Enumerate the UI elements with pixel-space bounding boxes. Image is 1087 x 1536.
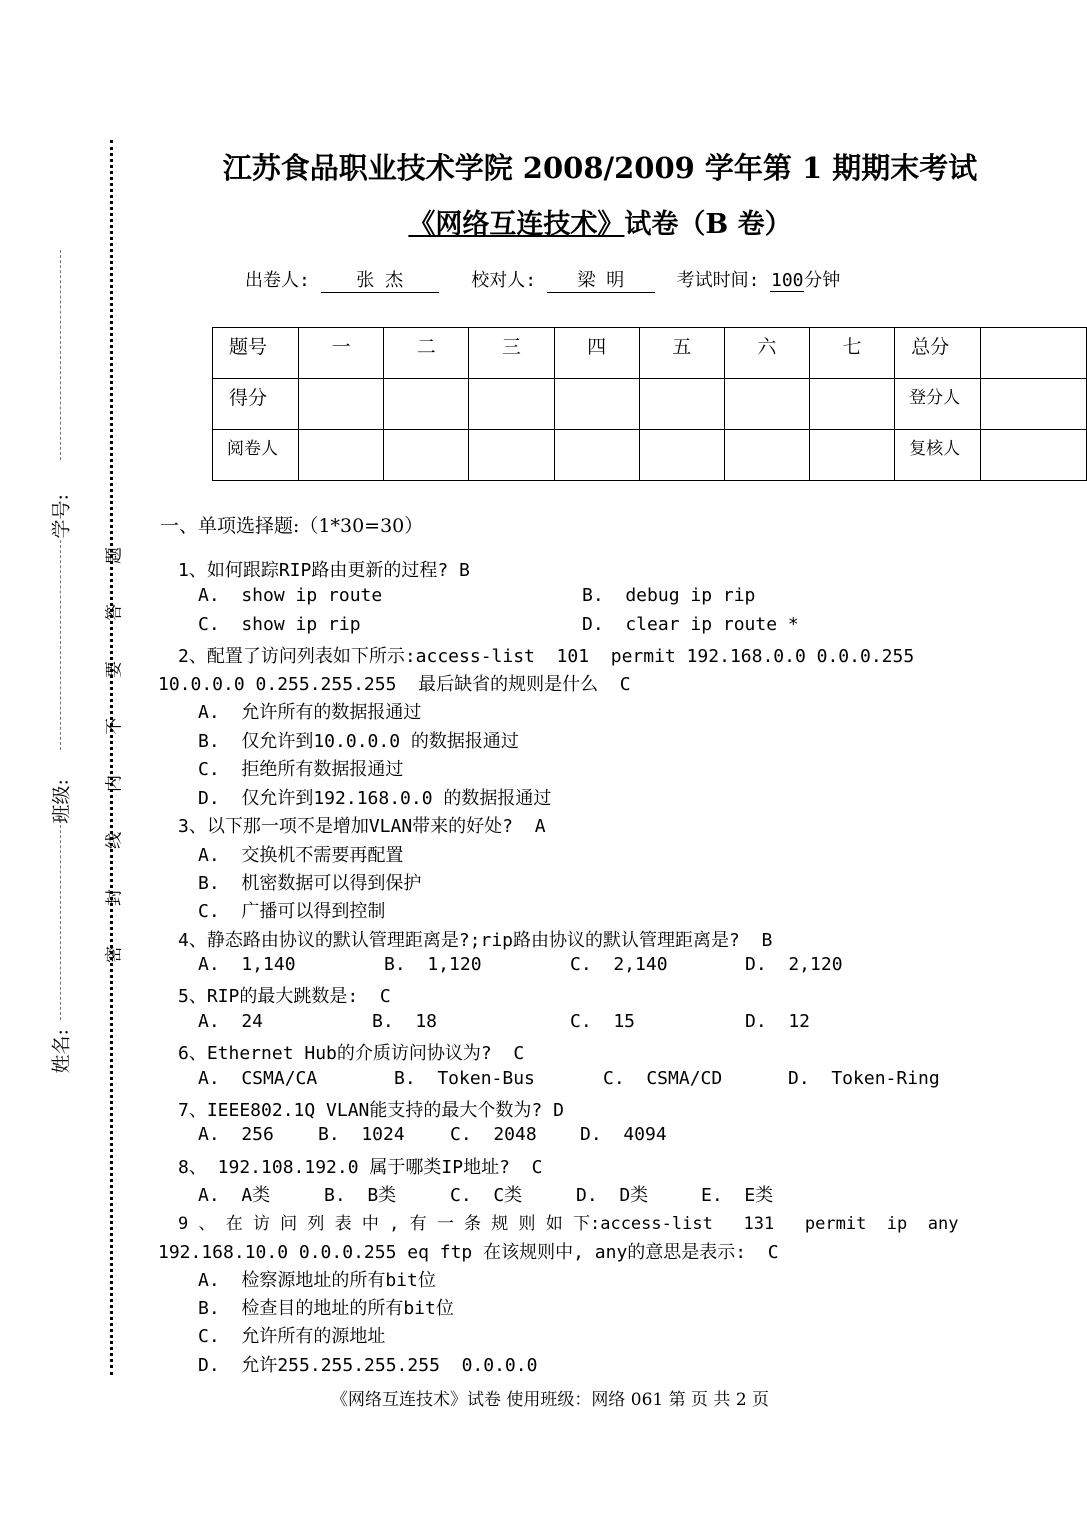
name-dash-line [60, 820, 61, 1020]
question-9: 9 、 在 访 问 列 表 中 , 有 一 条 规 则 如 下:access-list 131 permit ip any [178, 1214, 959, 1234]
table-cell: 一 [299, 328, 384, 379]
option: A. CSMA/CA [198, 1068, 318, 1089]
option: C. 15 [570, 1011, 636, 1032]
table-cell: 四 [554, 328, 639, 379]
table-cell: 三 [469, 328, 554, 379]
option: D. 12 [745, 1011, 811, 1032]
table-cell: 七 [809, 328, 894, 379]
table-cell[interactable] [639, 379, 724, 430]
time-unit: 分钟 [804, 270, 841, 291]
table-cell[interactable] [724, 430, 809, 481]
table-cell: 登分人 [895, 379, 981, 430]
question-3: 3、以下那一项不是增加VLAN带来的好处? A [178, 816, 546, 837]
question-5: 5、RIP的最大跳数是: C [178, 986, 391, 1007]
option: A. show ip route [198, 585, 383, 606]
table-cell[interactable] [384, 430, 469, 481]
question-1: 1、如何跟踪RIP路由更新的过程? B [178, 560, 470, 581]
table-cell[interactable] [809, 430, 894, 481]
option: B. B类 [324, 1185, 397, 1206]
option: C. 允许所有的源地址 [198, 1326, 386, 1347]
table-cell[interactable] [469, 430, 554, 481]
exam-meta [245, 266, 840, 293]
page-footer: 《网络互连技术》试卷 使用班级：网络 061 第 页 共 2 页 [330, 1390, 770, 1410]
option: C. 2,140 [570, 954, 668, 975]
option: A. A类 [198, 1185, 271, 1206]
student-id-label: 学号: [50, 494, 73, 539]
proofreader-label: 校对人: [471, 270, 537, 291]
table-cell: 阅卷人 [213, 430, 299, 481]
seal-char: 题 [104, 547, 125, 564]
option: B. 1,120 [384, 954, 482, 975]
question-6: 6、Ethernet Hub的介质访问协议为? C [178, 1043, 525, 1064]
seal-char: 封 [104, 889, 125, 906]
table-row [213, 430, 1087, 481]
option: D. 2,120 [745, 954, 843, 975]
id-dash-line [60, 250, 61, 460]
seal-char: 密 [104, 946, 125, 963]
binding-dotted-line [110, 140, 113, 1375]
option: D. 仅允许到192.168.0.0 的数据报通过 [198, 788, 552, 809]
option: A. 24 [198, 1011, 264, 1032]
question-7: 7、IEEE802.1Q VLAN能支持的最大个数为? D [178, 1100, 564, 1121]
table-cell: 总分 [895, 328, 981, 379]
option: C. 拒绝所有数据报通过 [198, 759, 404, 780]
seal-char: 答 [104, 604, 125, 621]
score-table [212, 327, 1087, 481]
author-value: 张 杰 [321, 266, 439, 293]
option: D. 4094 [580, 1124, 667, 1145]
table-cell[interactable] [554, 430, 639, 481]
table-cell[interactable] [809, 379, 894, 430]
section-heading: 一、单项选择题:（1*30=30） [160, 515, 424, 537]
class-dash-line [60, 540, 61, 750]
table-cell: 五 [639, 328, 724, 379]
name-label: 姓名: [50, 1029, 73, 1074]
table-cell: 题号 [213, 328, 299, 379]
table-cell[interactable] [384, 379, 469, 430]
table-row [213, 379, 1087, 430]
seal-char: 不 [104, 718, 125, 735]
option: A. 1,140 [198, 954, 296, 975]
option: B. Token-Bus [394, 1068, 535, 1089]
table-cell[interactable] [981, 430, 1087, 481]
table-cell[interactable] [554, 379, 639, 430]
question-2: 2、配置了访问列表如下所示:access-list 101 permit 192.168.0.0 0.0.0.255 [178, 646, 915, 667]
author-label: 出卷人: [245, 270, 310, 291]
table-cell[interactable] [981, 379, 1087, 430]
option: E. E类 [701, 1185, 774, 1206]
option: D. clear ip route * [582, 614, 799, 635]
question-2-cont: 10.0.0.0 0.255.255.255 最后缺省的规则是什么 C [158, 674, 631, 695]
table-cell[interactable] [299, 379, 384, 430]
course-name: 《网络互连技术》 [408, 209, 625, 240]
proofreader-value: 梁 明 [547, 266, 655, 293]
option: D. Token-Ring [788, 1068, 940, 1089]
seal-char: 内 [104, 775, 125, 792]
seal-char: 要 [104, 661, 125, 678]
option: D. D类 [576, 1185, 649, 1206]
table-cell[interactable] [469, 379, 554, 430]
option: D. 允许255.255.255.255 0.0.0.0 [198, 1355, 538, 1376]
question-4: 4、静态路由协议的默认管理距离是?;rip路由协议的默认管理距离是? B [178, 930, 773, 951]
option: B. 机密数据可以得到保护 [198, 873, 422, 894]
table-cell[interactable] [724, 379, 809, 430]
question-8: 8、 192.108.192.0 属于哪类IP地址? C [178, 1157, 543, 1178]
option: C. C类 [450, 1185, 523, 1206]
exam-subtitle [150, 202, 1050, 241]
time-label: 考试时间: [676, 270, 760, 291]
option: B. 1024 [318, 1124, 405, 1145]
option: A. 允许所有的数据报通过 [198, 702, 422, 723]
table-cell: 得分 [213, 379, 299, 430]
table-cell[interactable] [981, 328, 1087, 379]
option: C. show ip rip [198, 614, 361, 635]
table-cell[interactable] [639, 430, 724, 481]
question-9-cont: 192.168.10.0 0.0.0.255 eq ftp 在该规则中, any的意思是表示: C [158, 1242, 779, 1263]
option: B. 仅允许到10.0.0.0 的数据报通过 [198, 731, 519, 752]
table-cell[interactable] [299, 430, 384, 481]
table-cell: 二 [384, 328, 469, 379]
option: C. 2048 [450, 1124, 537, 1145]
time-value: 100 [771, 270, 804, 291]
option: B. debug ip rip [582, 585, 756, 606]
exam-title: 江苏食品职业技术学院 2008/2009 学年第 1 期期末考试 [222, 151, 978, 185]
option: A. 检察源地址的所有bit位 [198, 1270, 436, 1291]
option: A. 256 [198, 1124, 274, 1145]
option: B. 18 [372, 1011, 438, 1032]
option: C. CSMA/CD [603, 1068, 723, 1089]
class-label: 班级: [50, 779, 73, 824]
seal-char: 线 [104, 832, 125, 849]
table-cell: 六 [724, 328, 809, 379]
table-row [213, 328, 1087, 379]
paper-type: 试卷（B 卷） [624, 209, 792, 240]
option: C. 广播可以得到控制 [198, 901, 386, 922]
option: A. 交换机不需要再配置 [198, 845, 404, 866]
table-cell: 复核人 [895, 430, 981, 481]
option: B. 检查目的地址的所有bit位 [198, 1298, 454, 1319]
